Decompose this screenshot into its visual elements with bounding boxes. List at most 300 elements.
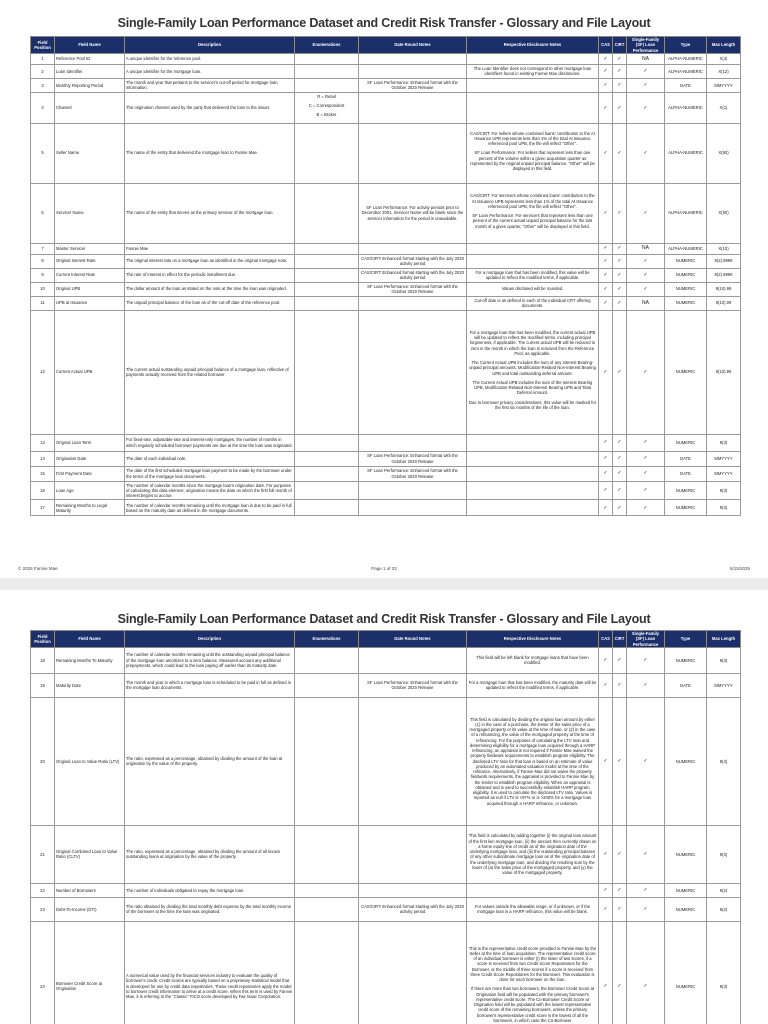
cell-description: The original interest rate on a mortgage loan as identified in the original mortgage note. (125, 254, 295, 268)
cell-respective-disclosure-notes (467, 451, 599, 466)
cell-description: The ratio obtained by dividing the total monthly debt expense by the total monthly income of the borrower at the time the loan was originated. (125, 897, 295, 921)
cell-sf-loan-performance: ✓ (627, 697, 665, 825)
column-header-sf-loan-performance: Single-Family (SF) Loan Performance (627, 37, 665, 54)
cell-enumerations (295, 268, 359, 282)
cell-type: NUMERIC (665, 825, 707, 883)
cell-type: ALPHA-NUMERIC (665, 123, 707, 183)
cell-date-round-notes: SF Loan Performance: Enhanced format with the October 2020 Release (359, 78, 467, 92)
cell-enumerations (295, 897, 359, 921)
cell-sf-loan-performance: ✓ (627, 673, 665, 697)
table-row (31, 921, 741, 1024)
cell-description: The month and year in which a mortgage loan is scheduled to be paid in full as defined in the mortgage loan documents. (125, 673, 295, 697)
cell-field-position: 19 (31, 673, 55, 697)
cell-type: NUMERIC (665, 647, 707, 673)
cell-sf-loan-performance: NA (627, 296, 665, 310)
cell-enumerations (295, 697, 359, 825)
cell-field-name: Original Loan to Value Ratio (LTV) (55, 697, 125, 825)
cell-respective-disclosure-notes (467, 78, 599, 92)
cell-field-position: 16 (31, 481, 55, 500)
page-2 (0, 590, 768, 1024)
cell-respective-disclosure-notes: CAS/CIRT: For sellers whose combined loans' contribution to the At Issuance UPB represents less than 1% of the total At Issuance referenced pool UPB, the file will reflect "Other". SF Loan Performance: For sellers that represent less than one percent of the volume within a given acquisition quarter as represented by the original unpaid principal balance, "Other" will be displayed in this field. (467, 123, 599, 183)
cell-date-round-notes (359, 53, 467, 64)
cell-cirt: ✓ (613, 254, 627, 268)
cell-cirt: ✓ (613, 183, 627, 243)
cell-date-round-notes: SF Loan Performance: Enhanced format with the October 2020 Release (359, 282, 467, 296)
table-row (31, 500, 741, 516)
cell-description: The ratio, expressed as a percentage, obtained by dividing the amount of all known outstanding loans at origination by the value of the property. (125, 825, 295, 883)
cell-type: DATE (665, 451, 707, 466)
cell-description: The month and year that pertains to the servicer's cut-off period for mortgage loan information. (125, 78, 295, 92)
cell-description: A unique identifier for the mortgage loan. (125, 64, 295, 78)
cell-max-length: 9(2).9999 (707, 268, 741, 282)
cell-respective-disclosure-notes: For a mortgage loan that has been modified, the maturity date will be updated to reflect the modified terms, if applicable. (467, 673, 599, 697)
cell-field-position: 9 (31, 268, 55, 282)
cell-max-length: 9(3) (707, 434, 741, 451)
cell-field-name: Current Interest Rate (55, 268, 125, 282)
column-header-field-name: Field Name (55, 631, 125, 648)
cell-enumerations (295, 825, 359, 883)
cell-field-position: 23 (31, 897, 55, 921)
cell-description: A unique identifier for the reference pool. (125, 53, 295, 64)
cell-enumerations (295, 243, 359, 254)
cell-respective-disclosure-notes: This field is calculated by adding together (i) the original loan amount of the first lien mortgage loan, (ii) the amount then currently drawn on a home equity line of credit as of the origination date of the underlying mortgage loan, and (iii) the outstanding principal balance of any other subordinate mortgage loan as of the origination date of the underlying mortgage loan, and dividing the resulting sum by the lower of (a) the sales price of the mortgaged property, and (y) the value of the mortgaged property. (467, 825, 599, 883)
cell-sf-loan-performance: NA (627, 243, 665, 254)
cell-enumerations (295, 123, 359, 183)
cell-max-length: MMYYYY (707, 451, 741, 466)
cell-max-length: 9(3) (707, 825, 741, 883)
cell-respective-disclosure-notes (467, 92, 599, 123)
cell-cas: ✓ (599, 268, 613, 282)
cell-sf-loan-performance: ✓ (627, 268, 665, 282)
cell-field-name: Origination Date (55, 451, 125, 466)
cell-max-length: X(4) (707, 53, 741, 64)
cell-cas: ✓ (599, 673, 613, 697)
cell-sf-loan-performance: ✓ (627, 825, 665, 883)
cell-cirt: ✓ (613, 310, 627, 434)
cell-cas: ✓ (599, 434, 613, 451)
cell-cas: ✓ (599, 647, 613, 673)
cell-description: The rate of interest in effect for the periodic installment due. (125, 268, 295, 282)
cell-date-round-notes (359, 500, 467, 516)
table-row (31, 282, 741, 296)
cell-enumerations (295, 296, 359, 310)
cell-max-length: 9(3) (707, 647, 741, 673)
cell-date-round-notes (359, 64, 467, 78)
cell-max-length: 9(3) (707, 481, 741, 500)
column-header-max-length: Max Length (707, 37, 741, 54)
cell-type: ALPHA-NUMERIC (665, 92, 707, 123)
table-row (31, 296, 741, 310)
cell-max-length: MMYYYY (707, 78, 741, 92)
table-row (31, 825, 741, 883)
column-header-field-position: Field Position (31, 631, 55, 648)
cell-cirt: ✓ (613, 53, 627, 64)
cell-max-length: 9(10).99 (707, 282, 741, 296)
cell-date-round-notes (359, 92, 467, 123)
table-row (31, 268, 741, 282)
cell-respective-disclosure-notes: CAS/CIRT: For servicers whose combined loans' contribution to the At Issuance UPB represents less than 1% of the total At Issuance referenced pool UPB, the file will reflect "Other". SF Loan Performance: For servicers that represent less than one percent of the current actual unpaid principal balance for the last month of a given quarter, "Other" will be displayed in this field. (467, 183, 599, 243)
cell-enumerations (295, 310, 359, 434)
cell-field-name: Original Loan Term (55, 434, 125, 451)
cell-type: NUMERIC (665, 268, 707, 282)
cell-date-round-notes (359, 481, 467, 500)
cell-field-position: 4 (31, 92, 55, 123)
cell-sf-loan-performance: ✓ (627, 282, 665, 296)
cell-respective-disclosure-notes: The Loan Identifier does not correspond to other mortgage loan identifiers found in existing Fannie Mae disclosures. (467, 64, 599, 78)
cell-sf-loan-performance: ✓ (627, 183, 665, 243)
cell-respective-disclosure-notes: For values outside the allowable range, or if unknown, or if the mortgage loan is a HARP refinance, this value will be blank. (467, 897, 599, 921)
cell-field-position: 18 (31, 647, 55, 673)
cell-sf-loan-performance: ✓ (627, 78, 665, 92)
cell-enumerations (295, 53, 359, 64)
cell-cirt: ✓ (613, 64, 627, 78)
table-row (31, 673, 741, 697)
cell-sf-loan-performance: ✓ (627, 647, 665, 673)
cell-field-name: Reference Pool ID (55, 53, 125, 64)
cell-cas: ✓ (599, 92, 613, 123)
cell-cas: ✓ (599, 466, 613, 481)
table-row (31, 697, 741, 825)
cell-field-position: 13 (31, 434, 55, 451)
cell-date-round-notes (359, 296, 467, 310)
table-body (31, 647, 741, 1024)
cell-date-round-notes: CAS/CIRT: Enhanced format starting with the July 2020 activity period (359, 268, 467, 282)
cell-max-length: X(50) (707, 183, 741, 243)
column-header-cirt: CIRT (613, 631, 627, 648)
cell-cas: ✓ (599, 451, 613, 466)
cell-respective-disclosure-notes (467, 466, 599, 481)
cell-field-position: 6 (31, 183, 55, 243)
cell-cirt: ✓ (613, 92, 627, 123)
column-header-cas: CAS (599, 631, 613, 648)
cell-description: For fixed-rate, adjustable-rate and interest-only mortgages, the number of months in which regularly scheduled borrower payments are due at the time the loan was originated. (125, 434, 295, 451)
cell-field-name: Monthly Reporting Period (55, 78, 125, 92)
cell-max-length: 9(10).99 (707, 310, 741, 434)
column-header-date-round-notes: Date Round Notes (359, 631, 467, 648)
column-header-cas: CAS (599, 37, 613, 54)
cell-date-round-notes (359, 697, 467, 825)
cell-respective-disclosure-notes: For a mortgage loan that has been modified, this value will be updated to reflect the modified terms, if applicable. (467, 268, 599, 282)
cell-cas: ✓ (599, 921, 613, 1024)
cell-max-length: 9(2) (707, 897, 741, 921)
cell-date-round-notes: CAS/CIRT: Enhanced format starting with the July 2020 activity period (359, 897, 467, 921)
cell-type: ALPHA-NUMERIC (665, 243, 707, 254)
cell-cas: ✓ (599, 243, 613, 254)
cell-cirt: ✓ (613, 481, 627, 500)
cell-max-length: 9(3) (707, 697, 741, 825)
cell-enumerations (295, 64, 359, 78)
cell-cas: ✓ (599, 310, 613, 434)
cell-date-round-notes: SF Loan Performance: For activity periods prior to December 2001, Servicer Name will be blank since the servicer information for the period is unavailable. (359, 183, 467, 243)
cell-field-name: UPB at Issuance (55, 296, 125, 310)
cell-type: NUMERIC (665, 296, 707, 310)
cell-type: NUMERIC (665, 897, 707, 921)
cell-date-round-notes: CAS/CIRT: Enhanced format starting with the July 2020 activity period (359, 254, 467, 268)
column-header-respective-disclosure-notes: Respective Disclosure Notes (467, 631, 599, 648)
cell-field-position: 24 (31, 921, 55, 1024)
cell-field-position: 1 (31, 53, 55, 64)
cell-field-position: 10 (31, 282, 55, 296)
cell-cas: ✓ (599, 481, 613, 500)
cell-field-position: 11 (31, 296, 55, 310)
table-row (31, 64, 741, 78)
cell-cirt: ✓ (613, 647, 627, 673)
cell-description: Fannie Mae (125, 243, 295, 254)
cell-respective-disclosure-notes: Values disclosed will be rounded. (467, 282, 599, 296)
cell-field-name: Master Servicer (55, 243, 125, 254)
cell-enumerations (295, 434, 359, 451)
cell-field-name: Remaining Months to Legal Maturity (55, 500, 125, 516)
cell-cirt: ✓ (613, 883, 627, 897)
cell-type: DATE (665, 78, 707, 92)
table-row (31, 53, 741, 64)
table-body (31, 53, 741, 516)
cell-date-round-notes (359, 883, 467, 897)
cell-description: The number of calendar months since the mortgage loan's origination date. For purposes of calculating this data element, origination means the date on which the first full month of interest begins to accrue. (125, 481, 295, 500)
cell-cirt: ✓ (613, 697, 627, 825)
cell-cirt: ✓ (613, 78, 627, 92)
cell-field-name: Debt-To-Income (DTI) (55, 897, 125, 921)
cell-max-length: MMYYYY (707, 673, 741, 697)
cell-sf-loan-performance: ✓ (627, 310, 665, 434)
cell-field-position: 7 (31, 243, 55, 254)
column-header-enumerations: Enumerations (295, 631, 359, 648)
table-row (31, 92, 741, 123)
cell-enumerations (295, 883, 359, 897)
column-header-type: Type (665, 631, 707, 648)
cell-date-round-notes (359, 123, 467, 183)
table-row (31, 434, 741, 451)
cell-enumerations (295, 500, 359, 516)
cell-type: NUMERIC (665, 282, 707, 296)
cell-type: NUMERIC (665, 481, 707, 500)
cell-type: ALPHA-NUMERIC (665, 183, 707, 243)
cell-sf-loan-performance: ✓ (627, 64, 665, 78)
table-row (31, 183, 741, 243)
table-row (31, 123, 741, 183)
cell-sf-loan-performance: ✓ (627, 481, 665, 500)
cell-cirt: ✓ (613, 921, 627, 1024)
cell-description: The number of calendar months remaining until the mortgage loan is due to be paid in full based on the maturity date as defined in the mortgage documents. (125, 500, 295, 516)
cell-enumerations (295, 481, 359, 500)
cell-cirt: ✓ (613, 466, 627, 481)
cell-description: The number of individuals obligated to repay the mortgage loan. (125, 883, 295, 897)
cell-date-round-notes (359, 243, 467, 254)
cell-cas: ✓ (599, 883, 613, 897)
cell-sf-loan-performance: ✓ (627, 500, 665, 516)
cell-enumerations (295, 282, 359, 296)
cell-cas: ✓ (599, 78, 613, 92)
cell-field-name: Channel (55, 92, 125, 123)
cell-description: The dollar amount of the loan as stated on the note at the time the loan was originated. (125, 282, 295, 296)
cell-field-position: 20 (31, 697, 55, 825)
cell-type: ALPHA-NUMERIC (665, 64, 707, 78)
cell-description: The name of the entity that serves as the primary servicer of the mortgage loan. (125, 183, 295, 243)
cell-enumerations (295, 466, 359, 481)
cell-cas: ✓ (599, 123, 613, 183)
cell-field-position: 8 (31, 254, 55, 268)
cell-description: The date of each individual note. (125, 451, 295, 466)
table-row (31, 883, 741, 897)
cell-respective-disclosure-notes (467, 481, 599, 500)
cell-max-length: X(50) (707, 123, 741, 183)
table-row (31, 451, 741, 466)
page-title: Single-Family Loan Performance Dataset and Credit Risk Transfer - Glossary and File Layout (117, 612, 651, 626)
cell-cirt: ✓ (613, 434, 627, 451)
cell-field-name: Original Interest Rate (55, 254, 125, 268)
cell-field-position: 5 (31, 123, 55, 183)
column-header-cirt: CIRT (613, 37, 627, 54)
cell-description: The current actual outstanding unpaid principal balance of a mortgage loan, reflective of payments actually received from the related borrower. (125, 310, 295, 434)
cell-date-round-notes (359, 310, 467, 434)
cell-field-position: 12 (31, 310, 55, 434)
cell-field-name: Current Actual UPB (55, 310, 125, 434)
cell-cas: ✓ (599, 825, 613, 883)
cell-respective-disclosure-notes (467, 434, 599, 451)
cell-sf-loan-performance: ✓ (627, 883, 665, 897)
cell-description: The ratio, expressed as a percentage, obtained by dividing the amount of the loan at origination by the value of the property. (125, 697, 295, 825)
column-header-field-name: Field Name (55, 37, 125, 54)
cell-cirt: ✓ (613, 243, 627, 254)
footer-page-number: Page 1 of 33 (371, 566, 397, 571)
cell-description: The number of calendar months remaining until the outstanding unpaid principal balance of the mortgage loan amortizes to a zero balance. Measured account any additional prepayments, which could lead to the loan paying off earlier than its maturity date. (125, 647, 295, 673)
cell-date-round-notes: SF Loan Performance: Enhanced format with the October 2020 Release (359, 466, 467, 481)
cell-cirt: ✓ (613, 296, 627, 310)
cell-sf-loan-performance: ✓ (627, 123, 665, 183)
cell-field-name: Maturity Date (55, 673, 125, 697)
cell-field-name: Remaining Months To Maturity (55, 647, 125, 673)
cell-field-name: Original Combined Loan to Value Ratio (CLTV) (55, 825, 125, 883)
cell-sf-loan-performance: NA (627, 53, 665, 64)
table-row (31, 254, 741, 268)
cell-enumerations (295, 78, 359, 92)
cell-cas: ✓ (599, 64, 613, 78)
cell-respective-disclosure-notes (467, 243, 599, 254)
cell-respective-disclosure-notes (467, 53, 599, 64)
cell-respective-disclosure-notes: This field will be left blank for mortgage loans that have been modified. (467, 647, 599, 673)
column-header-enumerations: Enumerations (295, 37, 359, 54)
column-header-type: Type (665, 37, 707, 54)
cell-enumerations (295, 647, 359, 673)
cell-respective-disclosure-notes: For a mortgage loan that has been modified, the current actual UPB will be updated to reflect the modified terms, including principal forgiveness, if applicable. The current actual UPB will be reduced to zero in the month in which the loan is removed from the Reference Pool, as applicable. The Current Actual UPB includes the sum of any Interest Bearing-unpaid principal amounts, Modification-Related Non-Interest Bearing UPB and total outstanding deferral amount. The Current Actual UPB includes the sum of the Interest Bearing UPB, Modification-Related Non-Interest Bearing UPB and Total Deferral Amount. Due to borrower privacy considerations, this value will be masked for the first six months of the life of the loan. (467, 310, 599, 434)
cell-description: A numerical value used by the financial services industry to evaluate the quality of borrower's credit. Credit scores are typically based on a proprietary statistical model that is developed for use by credit data repositories. These credit repositories apply the model to borrower credit information to arrive at a credit score. When this term is used by Fannie Mae, it is referring to the "Classic" FICO score developed by Fair Isaac Corporation. (125, 921, 295, 1024)
column-header-sf-loan-performance: Single-Family (SF) Loan Performance (627, 631, 665, 648)
cell-type: ALPHA-NUMERIC (665, 53, 707, 64)
footer-date: 5/15/2025 (729, 566, 750, 571)
cell-description: The date of the first scheduled mortgage loan payment to be made by the borrower under the terms of the mortgage loan documents. (125, 466, 295, 481)
cell-field-name: Loan Age (55, 481, 125, 500)
cell-field-name: Servicer Name (55, 183, 125, 243)
table-row (31, 466, 741, 481)
cell-type: DATE (665, 673, 707, 697)
cell-field-position: 14 (31, 451, 55, 466)
cell-date-round-notes (359, 647, 467, 673)
glossary-table (30, 36, 741, 516)
cell-sf-loan-performance: ✓ (627, 897, 665, 921)
cell-sf-loan-performance: ✓ (627, 92, 665, 123)
cell-description: The origination channel used by the party that delivered the loan to the issuer. (125, 92, 295, 123)
column-header-max-length: Max Length (707, 631, 741, 648)
cell-type: NUMERIC (665, 500, 707, 516)
footer-copyright: © 2025 Fannie Mae (18, 566, 58, 571)
cell-respective-disclosure-notes: This is the representative credit score provided to Fannie Mae by the Seller at the time of loan acquisition. The representative credit score of an individual borrower is either (i) the lower of two scores, if a score is received from two Credit Score Repositories for the Borrower, or the middle of three scores if a score is received from three Credit Score Repositories for the Borrower. This evaluation is done for each borrower on the loan. If there are more than two borrowers, the Borrower Credit Score at Origination field will be populated with the primary borrower's representative credit score. The Co-Borrower Credit Score at Origination field will be populated with the lowest representative credit score of the remaining borrowers, unless the primary borrower's representative credit score is the lowest of all the borrowers, in which case the Co-Borrower (467, 921, 599, 1024)
table-row (31, 310, 741, 434)
cell-description: The name of the entity that delivered the mortgage loan to Fannie Mae. (125, 123, 295, 183)
cell-description: The unpaid principal balance of the loan as of the cut-off date of the reference pool. (125, 296, 295, 310)
table-row (31, 481, 741, 500)
cell-respective-disclosure-notes (467, 500, 599, 516)
cell-field-name: Number of Borrowers (55, 883, 125, 897)
cell-field-name: Loan Identifier (55, 64, 125, 78)
cell-max-length: 9(2).9999 (707, 254, 741, 268)
cell-cas: ✓ (599, 500, 613, 516)
table-row (31, 647, 741, 673)
cell-field-position: 22 (31, 883, 55, 897)
cell-cirt: ✓ (613, 500, 627, 516)
cell-cirt: ✓ (613, 282, 627, 296)
table-row (31, 78, 741, 92)
cell-field-position: 3 (31, 78, 55, 92)
cell-cirt: ✓ (613, 673, 627, 697)
cell-max-length: MMYYYY (707, 466, 741, 481)
cell-max-length: 9(2) (707, 883, 741, 897)
cell-field-name: Borrower Credit Score at Origination (55, 921, 125, 1024)
cell-max-length: X(12) (707, 64, 741, 78)
cell-type: NUMERIC (665, 434, 707, 451)
cell-cirt: ✓ (613, 268, 627, 282)
cell-respective-disclosure-notes (467, 883, 599, 897)
column-header-description: Description (125, 37, 295, 54)
table-row (31, 897, 741, 921)
cell-sf-loan-performance: ✓ (627, 451, 665, 466)
cell-enumerations (295, 673, 359, 697)
cell-type: NUMERIC (665, 921, 707, 1024)
cell-respective-disclosure-notes: Cut-off date is as defined in each of the individual CRT offering documents. (467, 296, 599, 310)
cell-cas: ✓ (599, 53, 613, 64)
cell-respective-disclosure-notes: This field is calculated by dividing the original loan amount by either (1) in the case of a purchase, the lesser of the sales price of a mortgaged property or its value at the time of sale, or (2) in the case of a refinancing, the value of the mortgaged property at the time of refinancing. For the purposes of calculating the LTV ratio and determining eligibility for a mortgage loan acquired through a HARP refinancing, an appraisal is not required if Fannie Mae waived the property fieldwork requirements to establish program eligibility. The disclosed LTV ratio for that loan is based on an estimate of value produced by an automated valuation model at the time of the refinance. Alternatively, if Fannie Mae did not waive the property fieldwork requirements, the appraisal is provided to Fannie Mae by the lender to establish program eligibility. When an appraisal is obtained and is used to successfully establish HARP program eligibility, it is used to calculate the disclosed LTV ratio. Values is reported as null if LTV is <97% or is >200% for a mortgage loan acquired through a HARP refinance, or unknown. (467, 697, 599, 825)
cell-date-round-notes (359, 921, 467, 1024)
page-separator (0, 578, 768, 590)
cell-field-position: 2 (31, 64, 55, 78)
column-header-description: Description (125, 631, 295, 648)
cell-enumerations: R = Retail C = Correspondent B = Broker (295, 92, 359, 123)
column-header-date-round-notes: Date Round Notes (359, 37, 467, 54)
cell-sf-loan-performance: ✓ (627, 254, 665, 268)
cell-field-position: 17 (31, 500, 55, 516)
cell-field-name: First Payment Date (55, 466, 125, 481)
column-header-respective-disclosure-notes: Respective Disclosure Notes (467, 37, 599, 54)
cell-max-length: X(1) (707, 92, 741, 123)
cell-sf-loan-performance: ✓ (627, 466, 665, 481)
cell-enumerations (295, 921, 359, 1024)
cell-field-position: 15 (31, 466, 55, 481)
cell-max-length: X(10) (707, 243, 741, 254)
cell-field-position: 21 (31, 825, 55, 883)
cell-cirt: ✓ (613, 123, 627, 183)
cell-type: NUMERIC (665, 310, 707, 434)
cell-max-length: 9(10).99 (707, 296, 741, 310)
cell-sf-loan-performance: ✓ (627, 921, 665, 1024)
cell-cas: ✓ (599, 697, 613, 825)
cell-respective-disclosure-notes (467, 254, 599, 268)
header-row (31, 631, 741, 648)
column-header-field-position: Field Position (31, 37, 55, 54)
cell-date-round-notes: SF Loan Performance: Enhanced format with the October 2020 Release (359, 451, 467, 466)
cell-cas: ✓ (599, 254, 613, 268)
cell-cas: ✓ (599, 183, 613, 243)
cell-date-round-notes (359, 825, 467, 883)
cell-type: NUMERIC (665, 697, 707, 825)
